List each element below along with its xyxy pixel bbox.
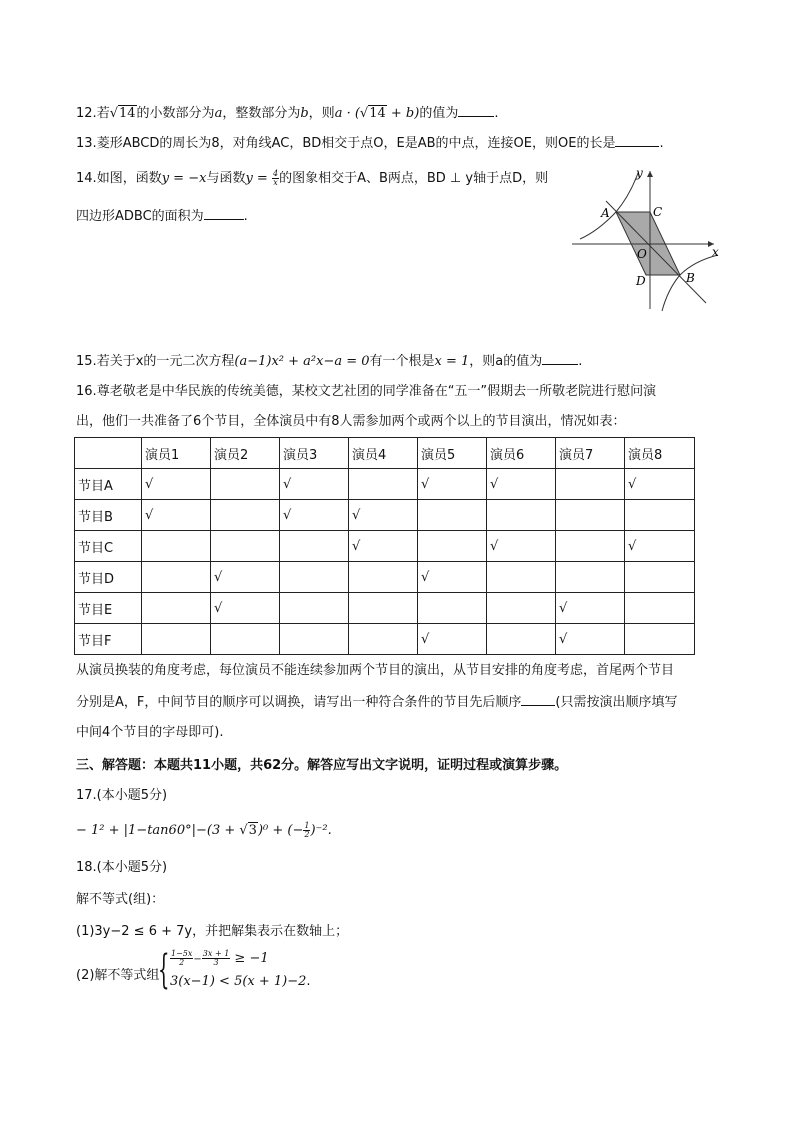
table-cell: √ <box>556 593 625 624</box>
table-cell: √ <box>280 469 349 500</box>
table-cell: √ <box>487 531 556 562</box>
question-16-after1 <box>76 662 674 680</box>
expr: + b) <box>386 106 420 121</box>
question-17-header <box>76 787 167 805</box>
q12-text: 若 <box>96 106 110 121</box>
q13-end: . <box>659 136 664 151</box>
table-cell <box>556 562 625 593</box>
table-cell: √ <box>418 624 487 655</box>
answer-blank[interactable] <box>542 352 578 365</box>
q12-text: 的小数部分为 <box>136 106 215 121</box>
section-3-heading <box>76 757 567 775</box>
q18-header: 18.(本小题5分) <box>76 860 168 875</box>
q15-end: . <box>578 354 583 369</box>
table-cell <box>625 562 695 593</box>
inequality-2-text: 3(x−1) < 5(x + 1)−2 <box>170 974 307 989</box>
label-x: x <box>712 245 719 259</box>
q15-text: 有一个根是 <box>369 354 435 369</box>
sqrt-radicand: 14 <box>119 106 136 121</box>
row-label: 节目E <box>75 593 142 624</box>
table-cell: √ <box>211 562 280 593</box>
minus-sign: − <box>193 954 202 965</box>
var-a: a <box>214 106 223 121</box>
table-cell <box>625 624 695 655</box>
table-cell: √ <box>349 500 418 531</box>
frac-den: 2 <box>304 830 310 839</box>
frac-den: 3 <box>213 958 219 967</box>
table-body <box>75 438 695 655</box>
table-cell <box>487 624 556 655</box>
eq-hyperbola: y = <box>245 171 272 186</box>
row-label: 节目D <box>75 562 142 593</box>
q12-text: ，则 <box>308 106 335 121</box>
q12-text: 的值为 <box>419 106 459 121</box>
answer-blank[interactable] <box>521 693 555 706</box>
table-cell <box>211 469 280 500</box>
table-cell <box>280 593 349 624</box>
fraction <box>272 170 279 187</box>
question-16-line2 <box>76 413 626 431</box>
column-header: 演员2 <box>211 438 280 469</box>
q16-text: 中间4个节目的字母即可). <box>76 725 224 740</box>
table-cell: √ <box>349 531 418 562</box>
q18-end: . <box>306 974 311 989</box>
q12-number: 12. <box>76 106 97 121</box>
question-13 <box>76 134 664 153</box>
q15-number: 15. <box>76 354 97 369</box>
table-cell <box>349 624 418 655</box>
q13-number: 13. <box>76 136 97 151</box>
table-cell <box>142 531 211 562</box>
question-14-line2 <box>76 207 248 226</box>
question-16 <box>76 383 656 401</box>
q16-text: (只需按演出顺序填写 <box>555 695 678 710</box>
label-c: C <box>653 205 663 219</box>
table-cell <box>142 562 211 593</box>
table-row <box>75 500 695 531</box>
q18-part2-label: (2)解不等式组 <box>76 968 160 983</box>
fraction <box>170 950 193 967</box>
question-14 <box>76 170 548 188</box>
q16-text: 分别是A，F，中间节目的顺序可以调换，请写出一种符合条件的节目先后顺序 <box>76 695 522 710</box>
q16-text: 从演员换装的角度考虑，每位演员不能连续参加两个节目的演出，从节目安排的角度考虑，首尾两个节目 <box>76 663 675 678</box>
table-cell <box>349 562 418 593</box>
row-label: 节目C <box>75 531 142 562</box>
y-axis-arrow <box>647 171 653 177</box>
column-header: 演员8 <box>625 438 695 469</box>
table-cell: √ <box>280 500 349 531</box>
table-cell <box>625 500 695 531</box>
q17-header: 17.(本小题5分) <box>76 788 168 803</box>
inequality-rhs: ≥ −1 <box>230 951 269 966</box>
column-header <box>75 438 142 469</box>
q15-text: ，则a的值为 <box>469 354 543 369</box>
performance-table <box>74 437 695 655</box>
q14-end: . <box>243 209 248 224</box>
table-cell: √ <box>556 624 625 655</box>
q16-text: 出，他们一共准备了6个节目，全体演员中有8人需参加两个或两个以上的节目演出，情况如表： <box>76 414 626 429</box>
sqrt-14: √14 <box>109 106 136 121</box>
table-cell <box>487 500 556 531</box>
label-b: B <box>686 271 695 285</box>
question-17-expr <box>76 822 332 840</box>
frac-den: x <box>273 178 278 187</box>
table-cell <box>556 469 625 500</box>
table-cell <box>487 562 556 593</box>
label-a: A <box>601 206 610 220</box>
column-header: 演员6 <box>487 438 556 469</box>
fraction <box>202 950 230 967</box>
table-cell <box>556 500 625 531</box>
table-cell: √ <box>625 531 695 562</box>
answer-blank[interactable] <box>458 104 494 117</box>
table-cell <box>280 562 349 593</box>
table-cell <box>280 624 349 655</box>
column-header: 演员3 <box>280 438 349 469</box>
sqrt-radicand: 3 <box>248 823 257 838</box>
table-row <box>75 593 695 624</box>
table-header-row <box>75 438 695 469</box>
column-header: 演员5 <box>418 438 487 469</box>
table-cell: √ <box>625 469 695 500</box>
label-y: y <box>636 166 643 180</box>
answer-blank[interactable] <box>204 207 244 220</box>
eq-line: y = −x <box>161 171 207 186</box>
table-row <box>75 562 695 593</box>
label-o: O <box>637 247 647 261</box>
table-cell <box>625 593 695 624</box>
inequality-1 <box>170 950 269 967</box>
expr: a · ( <box>334 106 360 121</box>
frac-den: 2 <box>179 958 185 967</box>
label-d: D <box>636 274 646 288</box>
q12-end: . <box>494 106 499 121</box>
q14-text: 四边形ADBC的面积为 <box>76 209 204 224</box>
q14-number: 14. <box>76 171 97 186</box>
table-cell <box>211 500 280 531</box>
answer-blank[interactable] <box>615 134 659 147</box>
table-cell <box>349 469 418 500</box>
table-cell: √ <box>142 469 211 500</box>
table-cell <box>211 531 280 562</box>
column-header: 演员7 <box>556 438 625 469</box>
table-row <box>75 531 695 562</box>
table-cell <box>556 531 625 562</box>
row-label: 节目B <box>75 500 142 531</box>
table-cell: √ <box>142 500 211 531</box>
table-cell: √ <box>418 562 487 593</box>
table-cell: √ <box>211 593 280 624</box>
expr: )⁰ + (− <box>257 823 304 838</box>
frac-num: 1−5x <box>171 949 193 958</box>
q14-text: 的图象相交于A、B两点，BD ⊥ y轴于点D，则 <box>279 171 549 186</box>
table-cell <box>418 593 487 624</box>
question-16-after2 <box>76 693 677 712</box>
question-15 <box>76 352 582 371</box>
frac-num: 1 <box>304 821 310 830</box>
frac-num: 4 <box>272 169 279 178</box>
q14-text: 如图，函数 <box>96 171 162 186</box>
question-16-after3 <box>76 724 223 742</box>
var-b: b <box>300 106 309 121</box>
q14-text: 与函数 <box>206 171 246 186</box>
row-label: 节目A <box>75 469 142 500</box>
sqrt-radicand: 14 <box>369 106 386 121</box>
question-18-intro <box>76 891 164 909</box>
q13-text: 菱形ABCD的周长为8，对角线AC，BD相交于点O，E是AB的中点，连接OE，则OE的长是 <box>96 136 616 151</box>
q16-number: 16. <box>76 384 97 399</box>
column-header: 演员1 <box>142 438 211 469</box>
expr: )⁻². <box>310 823 332 838</box>
q12-text: ，整数部分为 <box>222 106 301 121</box>
table-row <box>75 624 695 655</box>
question-18-part1 <box>76 923 348 941</box>
sqrt-3: √3 <box>239 823 257 838</box>
q15-text: 若关于x的一元二次方程 <box>96 354 235 369</box>
inequality-2 <box>170 974 311 989</box>
question-18-header <box>76 859 167 877</box>
table-cell <box>418 531 487 562</box>
q14-figure <box>568 165 724 313</box>
table-cell <box>211 624 280 655</box>
row-label: 节目F <box>75 624 142 655</box>
table-cell <box>349 593 418 624</box>
table-row <box>75 469 695 500</box>
table-cell: √ <box>418 469 487 500</box>
table-cell <box>418 500 487 531</box>
equation: (a−1)x² + a²x−a = 0 <box>234 354 370 369</box>
table-cell <box>142 624 211 655</box>
frac-num: 3x + 1 <box>202 949 230 958</box>
column-header: 演员4 <box>349 438 418 469</box>
brace: { <box>158 947 170 993</box>
sqrt-14: √14 <box>359 106 386 121</box>
q18-part1: (1)3y−2 ≤ 6 + 7y，并把解集表示在数轴上； <box>76 924 349 939</box>
root: x = 1 <box>434 354 470 369</box>
q18-intro: 解不等式(组)： <box>76 892 165 907</box>
q16-text: 尊老敬老是中华民族的传统美德，某校文艺社团的同学准备在“五一”假期去一所敬老院进行慰问演 <box>96 384 657 399</box>
section-title: 三、解答题：本题共11小题，共62分。解答应写出文字说明，证明过程或演算步骤。 <box>76 758 568 773</box>
table-cell <box>487 593 556 624</box>
question-12 <box>76 104 498 123</box>
expr: − 1² + |1−tan60°|−(3 + <box>76 823 240 838</box>
table-cell <box>280 531 349 562</box>
table-cell: √ <box>487 469 556 500</box>
table-cell <box>142 593 211 624</box>
